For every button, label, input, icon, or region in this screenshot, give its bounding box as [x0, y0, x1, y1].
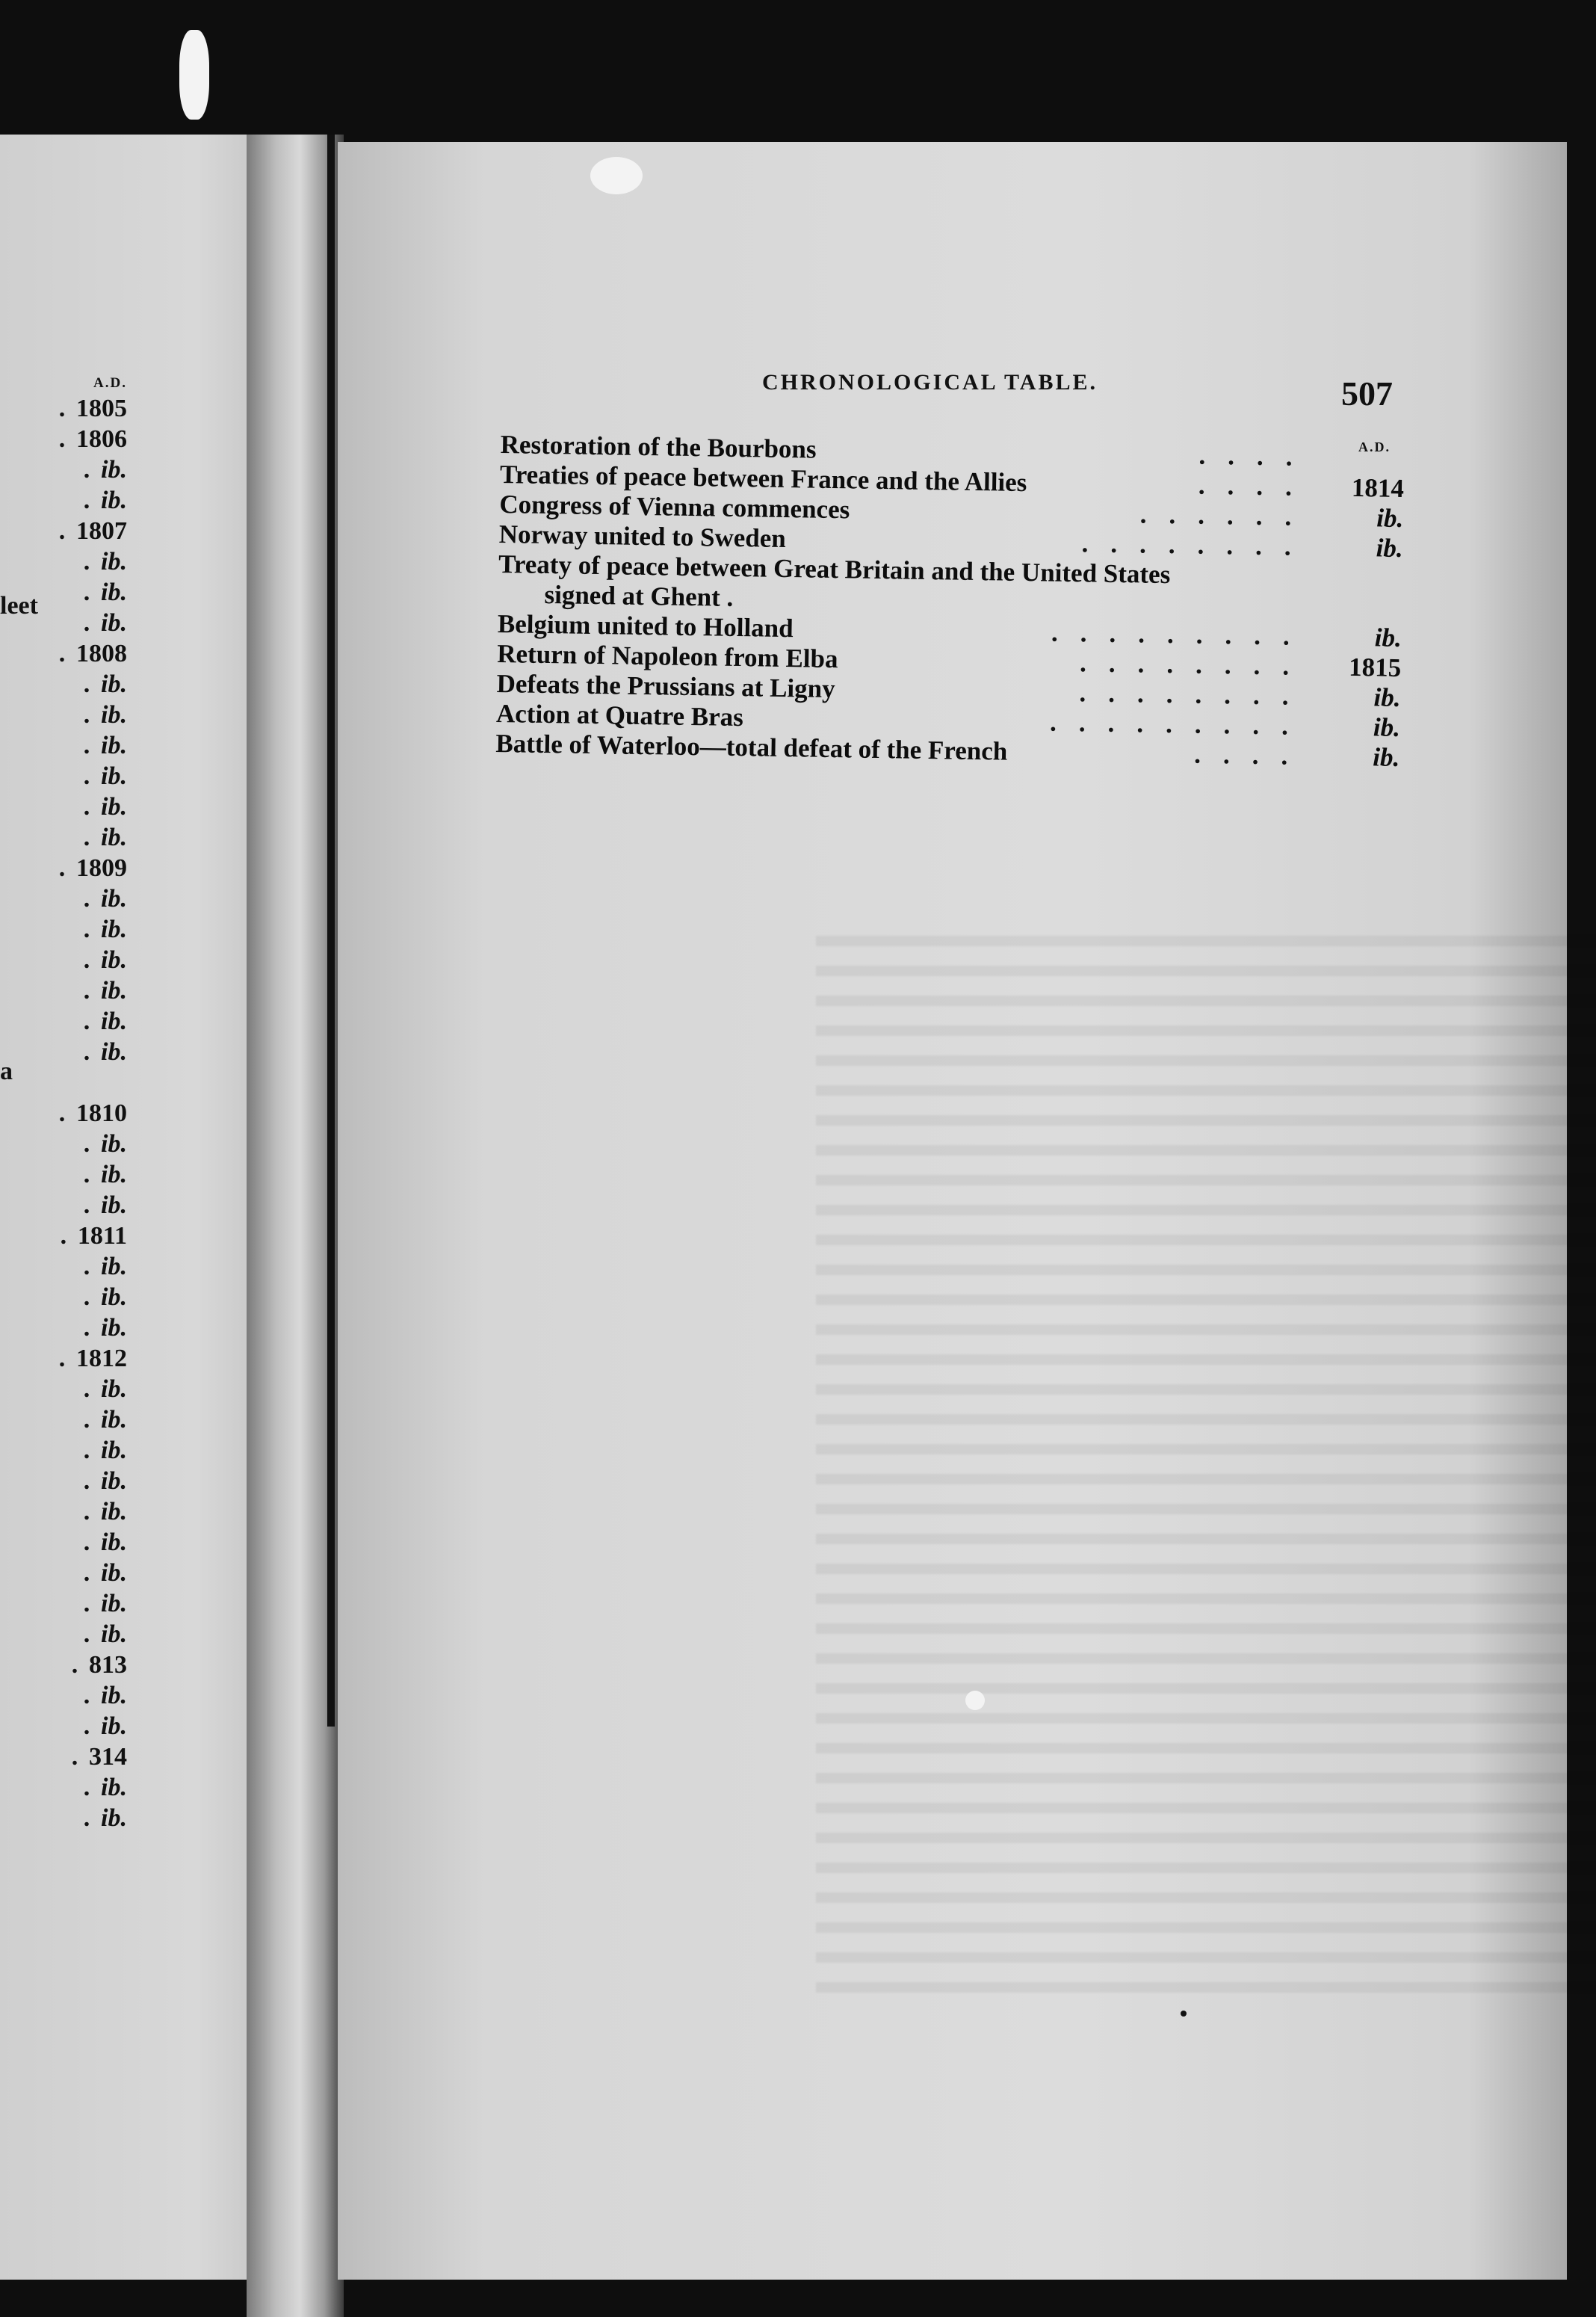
left-year-row — [0, 1098, 127, 1129]
left-year-row — [0, 1772, 127, 1803]
dot-leader: . — [83, 1804, 90, 1832]
left-year-value: ib. — [101, 885, 127, 913]
dot-leader: . — [83, 1528, 90, 1556]
dot-leader: . — [83, 1314, 90, 1342]
dot-leader: . — [83, 1620, 90, 1648]
left-year-value: 1812 — [76, 1345, 127, 1372]
entry-year: ib. — [1376, 503, 1404, 533]
dot-leader: . — [83, 824, 90, 851]
left-year-row — [0, 454, 127, 485]
left-year-value: 314 — [89, 1743, 127, 1771]
left-year-row — [0, 1312, 127, 1343]
entry-text: Return of Napoleon from Elba — [496, 638, 838, 674]
dot-leader: . — [83, 670, 90, 698]
entry-year: 1815 — [1348, 652, 1402, 682]
entry-text: Belgium united to Holland — [497, 608, 794, 644]
entry-text: signed at Ghent . — [544, 579, 734, 612]
dot-leader: . — [58, 395, 66, 422]
dot-leader: . — [83, 609, 90, 637]
left-year-row — [0, 914, 127, 945]
dot-leader: . — [83, 1437, 90, 1464]
left-year-value: ib. — [101, 946, 127, 974]
left-year-value: ib. — [101, 1804, 127, 1832]
entry-text: Congress of Vienna commences — [499, 489, 850, 525]
dot-leader: . — [83, 1161, 90, 1188]
left-year-value: 1810 — [76, 1099, 127, 1127]
dot-leader: . — [83, 1283, 90, 1311]
page-number: 507 — [1341, 374, 1393, 413]
entry-text: Treaty of peace between Great Britain and the United States — [498, 549, 1171, 590]
left-year-value: ib. — [101, 1498, 127, 1525]
dot-leader: ......... — [1051, 617, 1313, 652]
entry-text: Action at Quatre Bras — [495, 698, 744, 732]
left-year-row — [0, 1588, 127, 1619]
left-year-row — [0, 1067, 127, 1098]
left-year-row — [0, 1037, 127, 1067]
ink-speck — [1181, 2011, 1187, 2017]
dot-leader: . — [58, 1345, 66, 1372]
entry-text: Restoration of the Bourbons — [500, 430, 817, 464]
dot-leader: . — [83, 762, 90, 790]
dot-leader: . — [83, 1682, 90, 1709]
left-year-row — [0, 1129, 127, 1159]
dot-leader: . — [83, 1130, 90, 1158]
left-year-row — [0, 669, 127, 700]
dot-leader: . — [83, 1253, 90, 1280]
left-year-value: ib. — [101, 1283, 127, 1311]
left-year-row — [0, 1282, 127, 1312]
dot-leader: . — [58, 640, 66, 667]
left-year-row — [0, 1527, 127, 1558]
dot-leader: . — [83, 579, 90, 606]
left-year-row — [0, 1374, 127, 1404]
left-year-value: ib. — [101, 1314, 127, 1342]
entry-text: Norway united to Sweden — [498, 519, 787, 554]
dot-leader: . — [83, 885, 90, 913]
column-header-ad: A.D. — [1358, 439, 1391, 454]
dot-leader: . — [83, 1774, 90, 1801]
show-through-ghost-text — [816, 919, 1596, 2011]
dot-leader: . — [83, 1712, 90, 1740]
left-year-value: ib. — [101, 1774, 127, 1801]
left-year-row — [0, 1221, 127, 1251]
left-year-value: ib. — [101, 670, 127, 698]
left-year-row — [0, 393, 127, 424]
left-year-row — [0, 546, 127, 577]
left-year-value: ib. — [101, 1191, 127, 1219]
dot-leader: . — [83, 1008, 90, 1035]
left-year-row — [0, 822, 127, 853]
entry-year: ib. — [1376, 533, 1403, 563]
dot-leader: .... — [1198, 440, 1315, 472]
left-year-row — [0, 1404, 127, 1435]
left-year-row — [0, 945, 127, 975]
paper-flaw — [179, 30, 209, 120]
left-year-value: ib. — [101, 1590, 127, 1617]
dot-leader: . — [83, 793, 90, 821]
left-year-row — [0, 1558, 127, 1588]
left-year-row — [0, 1435, 127, 1466]
entry-text: Treaties of peace between France and the Allies — [499, 459, 1027, 498]
dot-leader: ........ — [1079, 648, 1312, 682]
dot-leader: . — [58, 854, 66, 882]
dot-leader: . — [83, 946, 90, 974]
left-year-row — [0, 1680, 127, 1711]
left-year-row — [0, 853, 127, 883]
left-year-row — [0, 975, 127, 1006]
dot-leader: ......... — [1049, 707, 1311, 741]
left-year-value: ib. — [101, 548, 127, 576]
left-year-row — [0, 1251, 127, 1282]
dot-leader: .... — [1193, 739, 1311, 771]
dot-leader: .... — [1198, 470, 1315, 502]
left-year-row — [0, 638, 127, 669]
left-year-row — [0, 1466, 127, 1496]
left-year-value: ib. — [101, 1467, 127, 1495]
entry-year: ib. — [1373, 682, 1401, 712]
left-year-row — [0, 883, 127, 914]
left-year-value: ib. — [101, 609, 127, 637]
left-year-value: ib. — [101, 487, 127, 514]
dot-leader: . — [83, 1559, 90, 1587]
entry-year: 1814 — [1351, 472, 1405, 503]
dot-leader: . — [83, 1406, 90, 1434]
dot-leader: ........ — [1081, 528, 1314, 562]
chronology-list — [495, 430, 1405, 773]
left-year-row — [0, 1006, 127, 1037]
left-year-value: ib. — [101, 1253, 127, 1280]
left-year-row — [0, 1803, 127, 1833]
dot-leader: . — [83, 456, 90, 484]
spine-shadow — [327, 135, 335, 1727]
left-year-row — [0, 1190, 127, 1221]
left-year-value: ib. — [101, 701, 127, 729]
dot-leader: . — [83, 487, 90, 514]
left-year-value: 1807 — [76, 517, 127, 545]
left-year-row — [0, 1741, 127, 1772]
left-year-value: ib. — [101, 1528, 127, 1556]
left-year-value: ib. — [101, 1161, 127, 1188]
left-year-value: ib. — [101, 1130, 127, 1158]
left-year-row — [0, 1711, 127, 1741]
left-year-value: 1811 — [77, 1222, 127, 1250]
left-year-value: ib. — [101, 1038, 127, 1066]
entry-year: ib. — [1374, 623, 1402, 652]
dot-leader: . — [83, 548, 90, 576]
left-page-fragment-letter: a — [0, 1058, 13, 1085]
dot-leader: . — [83, 1038, 90, 1066]
left-year-row — [0, 424, 127, 454]
left-year-value: ib. — [101, 916, 127, 943]
left-year-value: ib. — [101, 579, 127, 606]
left-year-row — [0, 761, 127, 792]
left-year-value: ib. — [101, 1712, 127, 1740]
entry-text: Battle of Waterloo—total defeat of the French — [495, 728, 1008, 766]
left-year-row — [0, 792, 127, 822]
dot-leader: . — [71, 1651, 78, 1679]
left-page-fragment-word: leet — [0, 592, 38, 620]
entry-year: ib. — [1372, 742, 1400, 772]
dot-leader: ...... — [1139, 499, 1314, 532]
left-year-value: 1806 — [76, 425, 127, 453]
left-year-value: ib. — [101, 1008, 127, 1035]
dot-leader: . — [83, 1375, 90, 1403]
dot-leader: . — [83, 1191, 90, 1219]
left-year-row — [0, 700, 127, 730]
paper-flaw — [965, 1691, 985, 1710]
dot-leader: . — [83, 977, 90, 1005]
left-year-value: ib. — [101, 1437, 127, 1464]
left-year-value: 1809 — [76, 854, 127, 882]
left-year-row — [0, 1650, 127, 1680]
left-year-value: ib. — [101, 977, 127, 1005]
dot-leader: . — [71, 1743, 78, 1771]
left-year-value: ib. — [101, 1682, 127, 1709]
left-year-value: ib. — [101, 1375, 127, 1403]
left-year-row — [0, 485, 127, 516]
paper-flaw — [590, 157, 643, 194]
left-year-value: ib. — [101, 824, 127, 851]
left-year-row — [0, 1159, 127, 1190]
dot-leader: . — [83, 701, 90, 729]
left-year-value: ib. — [101, 762, 127, 790]
dot-leader: . — [83, 916, 90, 943]
left-year-row — [0, 516, 127, 546]
left-column-header: A.D. — [93, 375, 127, 391]
left-year-value: ib. — [101, 1559, 127, 1587]
dot-leader: . — [83, 732, 90, 759]
left-year-value: 1805 — [76, 395, 127, 422]
left-year-value: ib. — [101, 1406, 127, 1434]
dot-leader: . — [58, 1099, 66, 1127]
left-year-value: ib. — [101, 732, 127, 759]
dot-leader: . — [83, 1498, 90, 1525]
left-year-value: ib. — [101, 1620, 127, 1648]
running-head: CHRONOLOGICAL TABLE. — [762, 370, 1098, 395]
left-year-value: 813 — [89, 1651, 127, 1679]
dot-leader: . — [83, 1467, 90, 1495]
dot-leader: . — [58, 517, 66, 545]
left-year-row — [0, 1343, 127, 1374]
left-year-row — [0, 1619, 127, 1650]
dot-leader: . — [60, 1222, 67, 1250]
dot-leader: ........ — [1079, 678, 1311, 712]
left-year-row — [0, 730, 127, 761]
entry-year: ib. — [1373, 712, 1401, 742]
dot-leader: . — [83, 1590, 90, 1617]
left-year-value: 1808 — [76, 640, 127, 667]
dot-leader: . — [58, 425, 66, 453]
entry-text: Defeats the Prussians at Ligny — [496, 668, 835, 704]
left-year-value: ib. — [101, 793, 127, 821]
left-year-value: ib. — [101, 456, 127, 484]
left-year-row — [0, 1496, 127, 1527]
